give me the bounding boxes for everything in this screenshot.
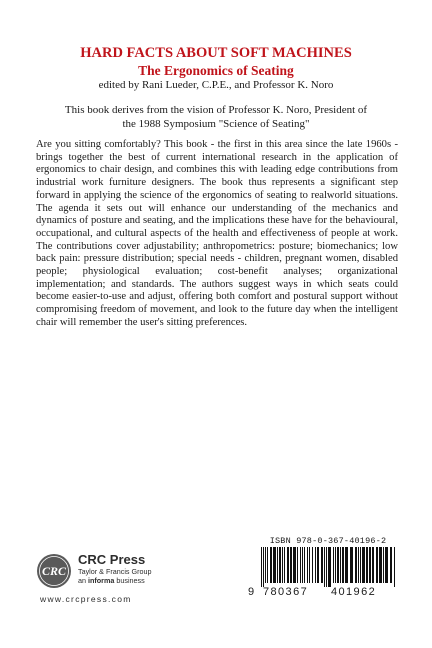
barcode-bar [337, 547, 339, 583]
book-subtitle: The Ergonomics of Seating [138, 63, 294, 78]
barcode-icon [261, 547, 397, 587]
barcode-bar [267, 547, 268, 583]
barcode-bar [321, 547, 323, 583]
book-title: HARD FACTS ABOUT SOFT MACHINES [80, 45, 352, 61]
barcode-bar [362, 547, 365, 583]
barcode-bar [383, 547, 384, 583]
isbn-label: ISBN 978-0-367-40196-2 [269, 536, 387, 546]
barcode-bar [342, 547, 344, 583]
barcode-bar [360, 547, 361, 583]
barcode-bar [328, 547, 331, 587]
barcode-bar [270, 547, 272, 583]
barcode-bar [263, 547, 264, 587]
barcode-bar [350, 547, 353, 583]
barcode-bar [379, 547, 382, 583]
barcode-bar [312, 547, 313, 583]
barcode-bar [297, 547, 298, 583]
barcode-digits-right: 401962 [331, 586, 377, 598]
barcode-bar [333, 547, 334, 583]
barcode-bar [307, 547, 308, 583]
barcode-bar [376, 547, 378, 583]
barcode-bar [293, 547, 296, 583]
barcode-bar [317, 547, 319, 583]
barcode-digit-first: 9 [248, 586, 255, 598]
barcode-bar [335, 547, 336, 583]
publisher-tagline [78, 576, 152, 585]
barcode-bar [302, 547, 303, 583]
barcode-digits-left: 780367 [263, 586, 309, 598]
book-derivation-note: This book derives from the vision of Professor K. Noro, President of the 1988 Symposium "Science of Seating" [64, 104, 368, 130]
tagline-prefix: an [78, 576, 88, 585]
barcode-bar [345, 547, 348, 583]
book-editors: edited by Rani Lueder, C.P.E., and Professor K. Noro [98, 79, 334, 91]
barcode-bar [366, 547, 368, 583]
barcode-bar [315, 547, 316, 583]
barcode-bar [394, 547, 395, 587]
barcode-bar [287, 547, 289, 583]
barcode-bar [282, 547, 283, 583]
barcode-bar [261, 547, 262, 587]
barcode-bar [390, 547, 392, 583]
barcode-bar [326, 547, 327, 587]
barcode-bar [324, 547, 325, 587]
barcode-bar [372, 547, 374, 583]
barcode-bar [279, 547, 281, 583]
barcode-bar [385, 547, 388, 583]
barcode-bar [358, 547, 359, 583]
crc-logo-text: CRC [41, 564, 67, 578]
barcode-bar [277, 547, 278, 583]
barcode-bar [290, 547, 292, 583]
tagline-brand: informa [88, 576, 115, 585]
barcode-bar [284, 547, 285, 583]
barcode-bar [355, 547, 357, 583]
crc-logo-icon [36, 553, 72, 589]
barcode-bar [309, 547, 310, 583]
barcode-bar [300, 547, 301, 583]
book-blurb: Are you sitting comfortably? This book - the first in this area since the late 1960s - brings together the best of current international research in the application of ergonomics to chair design, and combines this with leading edge contributions from industrial work furniture designers. The book thus represents a significant step forward in applying the science of the ergonomics of seating to realworld situations. The agenda it sets out will enhance our understanding of the mechanics and dynamics of posture and seating, and the implications these have for the behavioural, occupational, and cultural aspects of the health and effectiveness of people at work. The contributions cover adjustability; anthropometrics: posture; biomechanics; low back pain: pressure distribution; special needs - children, pregnant women, disabled people; physiological evaluation; cost-benefit analyses; organizational implementation; and standards. The authors suggest ways in which seats could become easier-to-use and adjust, offering both comfort and postural support without compromising freedom of movement, and look to the future day when the intelligent chair will remember the user's sitting preferences. [36, 139, 398, 328]
barcode-bar [304, 547, 305, 583]
tagline-suffix: business [114, 576, 145, 585]
publisher-name: CRC Press [78, 552, 146, 567]
publisher-brand [78, 553, 152, 585]
barcode-bar [273, 547, 276, 583]
publisher-group: Taylor & Francis Group [78, 567, 152, 576]
publisher-website: www.crcpress.com [40, 594, 132, 604]
barcode-bar [340, 547, 341, 583]
barcode-bar [265, 547, 266, 583]
barcode-bar [369, 547, 371, 583]
